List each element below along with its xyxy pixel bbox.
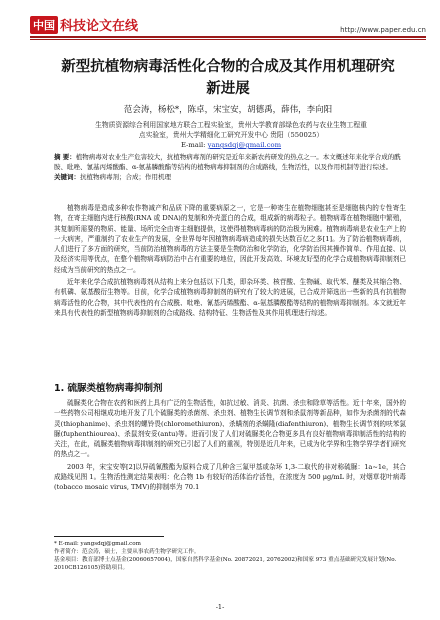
footnotes (54, 540, 406, 572)
keywords (54, 172, 406, 182)
journal-logo[interactable] (30, 15, 138, 34)
abstract (54, 152, 406, 172)
abstract-block (54, 152, 406, 183)
title-line-1: 新型抗植物病毒活性化合物的合成及其作用机理研究 (61, 59, 395, 75)
section-1-body (54, 398, 406, 495)
abstract-text: 植物病毒对农业生产危害较大，抗植物病毒剂的研究是近年来新农药研发的热点之一。本文概述年来化学合成的酰胺、吡唑、氰基丙烯酸酯、α-氨基膦酸酯等结构的植物病毒抑制剂的合成路线，生物活性，以及作用机制等进行综述。 (54, 153, 401, 172)
email-link[interactable]: yangsdqj@gmail.com (207, 141, 282, 149)
section-1-paragraph-1: 硫脲类化合物在农药和医药上具有广泛的生物活性，如抗过敏、消炎、抗菌、杀虫和除草等活性。近十年来，国外的一些药物公司相继成功地开发了几个硫脲类的杀菌剂、杀虫剂、植物生长调节剂和杀鼠剂等新品种，如作为杀菌剂的代森灵(thiophanime)、杀虫剂的螺铃畏(chloromethiuron)、杀螨剂的杀螨隆(diafenthiuron)、植物生长调节剂的呋苯氯脲(fuphenthiourea)、杀鼠剂安妥(antu)等。进而引发了人们对硫脲类化合物更多具有良好植物病毒抑制活性的结构的关注，在此，硫脲类植物病毒抑制剂的研究已引起了人们的重视，特别是近几年来，已成为化学界和生物学界学者们研究的热点之一。 (54, 399, 406, 459)
intro-paragraph-1: 植物病毒是造成多种农作物减产和品质下降的重要病原之一，它是一种寄生在植物细胞甚至是细胞核内的专性寄生物，在寄主细胞内进行核酸(RNA 或 DNA)的复制和外壳蛋白的合成，组成新的病毒粒子。植物病毒在植物细胞中繁殖，其复制所需要的物质、能量、场所完全由寄主细胞提供，这使得植物病毒病的防治极为困难。植物病毒病是农业生产上的一大病害，严重制约了农业生产的发展，全世界每年因植物病毒病造成的损失达数百亿之多[1]。为了防治植物病毒病，人们进行了多方面的研究，当前防治植物病毒的方法主要是生物防治和化学防治，化学防治因其操作简单、作用直接、以及经济实用等优点，在整个植物病毒病防治中占有重要的地位，因此开发高效、环境友好型的化学合成植物病毒抑制剂已经成为当前研究的热点之一。 (54, 204, 406, 274)
introduction (54, 203, 406, 320)
title-line-2: 新进展 (206, 81, 250, 97)
section-1-paragraph-2: 2003 年，宋宝安等[2]以异硫氰酸酯为原料合成了几种含三氟甲基或杂环 1,3-二取代的非对称硫脲：1a~1e，其合成路线见图 1。生物活性测定结果表明：化合物 1b 有较好的活体治疗活性，在浓度为 500 μg/mL 时，对烟草花叶病毒(tobacco mosaic virus, TMV)的抑制率为 70.1 (54, 462, 406, 492)
footnote-rule (54, 536, 164, 537)
header-rule-thin (30, 39, 426, 40)
paper-title (40, 56, 416, 100)
abstract-label: 摘 要： (54, 153, 76, 161)
page-number: -1- (215, 603, 225, 611)
keywords-text: 抗植物病毒剂；合成；作用机理 (80, 173, 171, 182)
author-list: 范会涛，杨松*，陈卓，宋宝安，胡德禹，薛伟，李向阳 (123, 105, 333, 115)
header-rule (30, 36, 426, 38)
section-heading: 1. 硫脲类植物病毒抑制剂 (54, 383, 163, 394)
affiliation (66, 120, 396, 150)
email-label: E-mail: (180, 141, 208, 149)
affiliation-line-2: 点实验室，贵州大学精细化工研究开发中心 贵阳（550025） (138, 131, 324, 139)
logo-prefix: 中国 (30, 16, 58, 34)
keywords-label: 关键词： (54, 173, 80, 182)
journal-url[interactable]: http://www.paper.edu.cn (340, 26, 426, 34)
footnote-funding: 基金项目：教育部博士点基金(20060657004)，国家自然科学基金(No. 20872021, 20762002)和国家 973 重点基础研究发展计划(No. 2010CB126105)资助项目。 (54, 557, 397, 571)
footnote-email: * E-mail: yangsdqj@gmail.com (54, 541, 141, 547)
logo-title: 科技论文在线 (60, 19, 139, 34)
intro-paragraph-2: 近年来化学合成抗植物病毒剂从结构上来分包括以下几类，即杂环类、核苷酸、生物碱、取代苯、醚类及其缩合物、有机磷、氨基酸衍生物等。目前，化学合成植物病毒抑制剂的研究有了较大的进展，已合成并筛选出一些新的具有抗植物病毒活性的化合物，其中代表性的有合成酰、吡唑、氰基丙烯酸酯、α-氨基膦酸酯等结构的植物病毒抑制剂。本文就近年来具有代表性的新型植物病毒抑制剂的合成路线、结构特征、生物活性及其作用机理进行综述。 (54, 278, 406, 317)
email-line (66, 140, 396, 150)
journal-header (30, 10, 426, 34)
affiliation-line-1: 生物质资源综合利用国家地方联合工程实验室，贵州大学教育部绿色农药与农业生物工程重 (95, 121, 367, 129)
footnote-author: 作者简介：范会涛，硕士，主要从事农药生物学研究工作。 (54, 549, 200, 555)
